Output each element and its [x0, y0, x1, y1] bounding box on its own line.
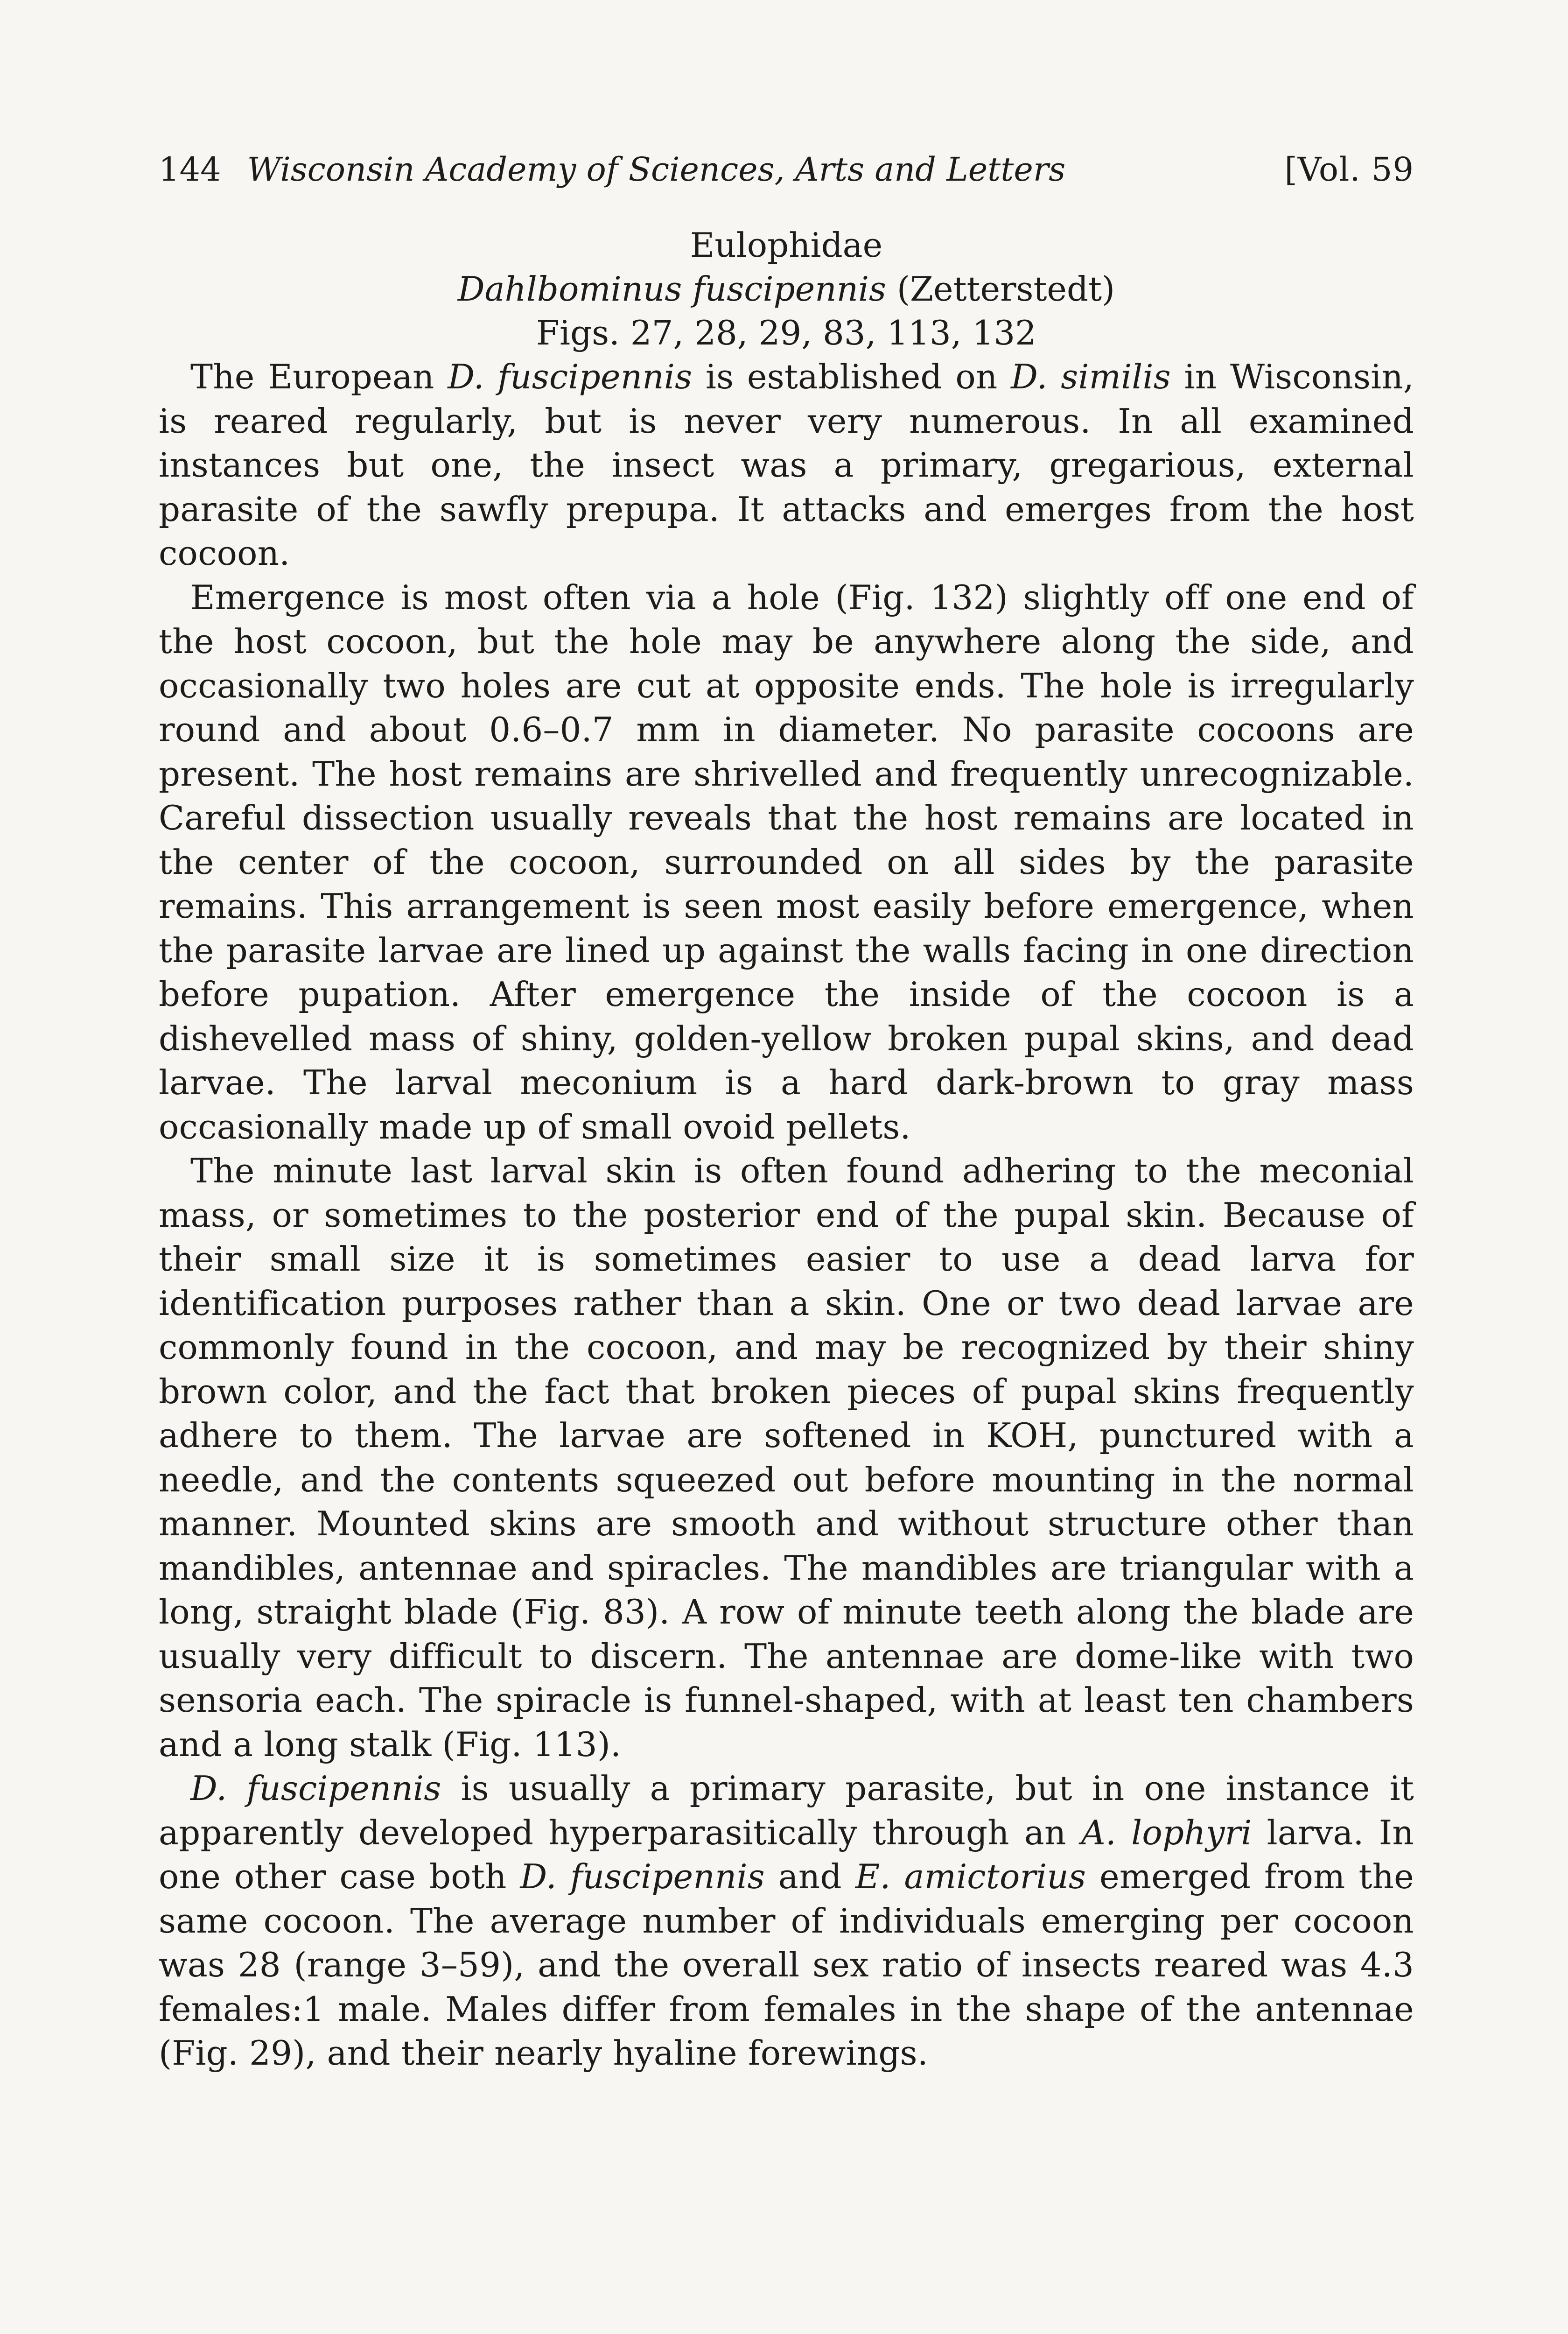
- volume-label: [Vol. 59: [1284, 150, 1414, 189]
- text-run: emerged from the same cocoon. The average number of individuals emerging per cocoon was 28 (range 3–59), and the overall sex ratio of insects reared was 4.3 females:1 male. Males differ from females in the shape of the antennae (Fig. 29), and their nearly hyaline forewings.: [159, 1857, 1414, 2073]
- species-heading: [159, 267, 1414, 311]
- text-run: in Wisconsin, is reared regularly, but is never very numerous. In all examined instances but one, the insect was a primary, gregarious, external parasite of the sawfly prepupa. It attacks and emerges from the host cocoon.: [159, 357, 1414, 573]
- page-number: 144: [159, 150, 221, 189]
- paragraph: [159, 1766, 1414, 2075]
- taxon-name: E. amictorius: [855, 1857, 1086, 1896]
- text-run: and: [764, 1857, 855, 1896]
- paragraph: [159, 355, 1414, 576]
- paragraph: [159, 576, 1414, 1149]
- family-heading: Eulophidae: [690, 225, 883, 265]
- paragraph: [159, 1149, 1414, 1766]
- figure-references: Figs. 27, 28, 29, 83, 113, 132: [536, 313, 1036, 352]
- running-head: [159, 148, 1414, 190]
- taxon-name: D. similis: [1011, 357, 1171, 396]
- text-run: The European: [190, 357, 448, 396]
- journal-title: Wisconsin Academy of Sciences, Arts and Letters: [247, 150, 1066, 189]
- taxon-name: D. fuscipennis: [190, 1769, 441, 1808]
- body-text: [159, 355, 1414, 2075]
- text-run: larva. In one other case both: [159, 1813, 1414, 1896]
- page-content: [159, 148, 1414, 2075]
- running-head-left: [159, 148, 1065, 190]
- taxon-name: D. fuscipennis: [520, 1857, 765, 1896]
- taxon-name: A. lophyri: [1081, 1813, 1252, 1852]
- text-run: The minute last larval skin is often found adhering to the meconial mass, or sometimes to the posterior end of the pupal skin. Because of their small size it is sometimes easier to use a dead larva for identification purposes rather than a skin. One or two dead larvae are commonly found in the cocoon, and may be recognized by their shiny brown color, and the fact that broken pieces of pupal skins frequently adhere to them. The larvae are softened in KOH, punctured with a needle, and the contents squeezed out before mounting in the normal manner. Mounted skins are smooth and without structure other than mandibles, antennae and spiracles. The mandibles are triangular with a long, straight blade (Fig. 83). A row of minute teeth along the blade are usually very difficult to discern. The antennae are dome-like with two sensoria each. The spiracle is funnel-shaped, with at least ten chambers and a long stalk (Fig. 113).: [159, 1151, 1414, 1764]
- taxon-name: D. fuscipennis: [448, 357, 693, 396]
- species-name: Dahlbominus fuscipennis: [457, 269, 886, 309]
- text-run: is established on: [692, 357, 1011, 396]
- text-run: is usually a primary parasite, but in one instance it apparently developed hyperparasitically through an: [159, 1769, 1414, 1852]
- text-run: Emergence is most often via a hole (Fig. 132) slightly off one end of the host cocoon, but the hole may be anywhere along the side, and occasionally two holes are cut at opposite ends. The hole is irregularly round and about 0.6–0.7 mm in diameter. No parasite cocoons are present. The host remains are shrivelled and frequently unrecognizable. Careful dissection usually reveals that the host remains are located in the center of the cocoon, surrounded on all sides by the parasite remains. This arrangement is seen most easily before emergence, when the parasite larvae are lined up against the walls facing in one direction before pupation. After emergence the inside of the cocoon is a dishevelled mass of shiny, golden-yellow broken pupal skins, and dead larvae. The larval meconium is a hard dark-brown to gray mass occasionally made up of small ovoid pellets.: [159, 577, 1414, 1146]
- species-author: (Zetterstedt): [896, 269, 1115, 309]
